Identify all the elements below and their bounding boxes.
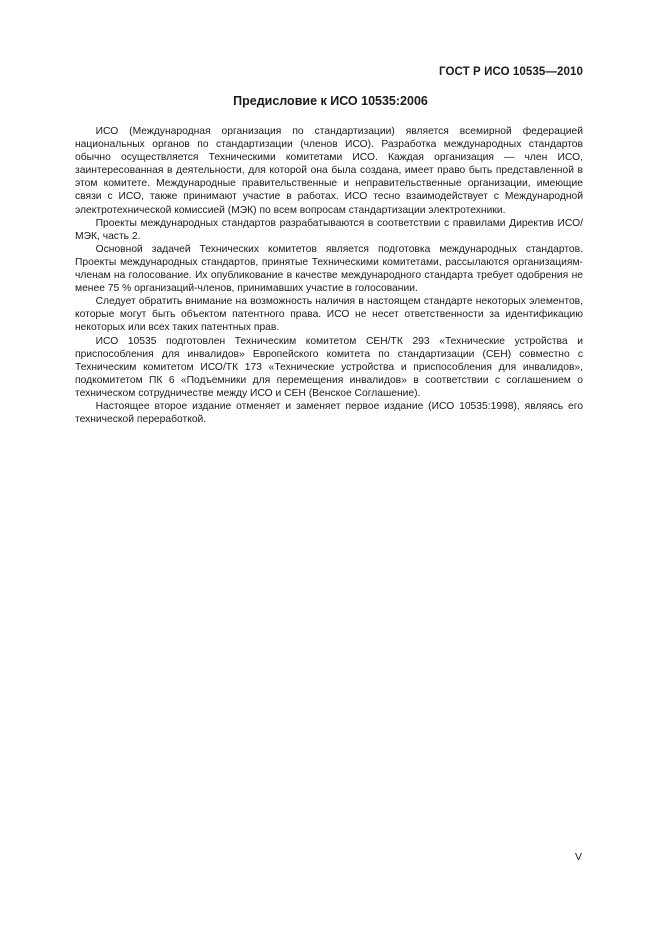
paragraph-patent-notice: Следует обратить внимание на возможность наличия в настоящем стандарте некоторых элементов, которые могут быть объектом патентного права. ИСО не несет ответственности за идентификацию некоторых или всех таких патентных прав. [75, 296, 583, 334]
standard-code-header: ГОСТ Р ИСО 10535—2010 [438, 66, 583, 78]
paragraph-drafting-rules: Проекты международных стандартов разрабатываются в соответствии с правилами Директив ИСО/МЭК, часть 2. [75, 217, 583, 242]
paragraph-committee-tasks: Основной задачей Технических комитетов является подготовка международных стандартов. Проекты международных стандартов, принятые Техническими комитетами, рассылаются организациям-членам на голосование. Их опубликование в качестве международного стандарта требует одобрения не менее 75 % организаций-членов, принимавших участие в голосовании. [75, 243, 583, 295]
foreword-body [75, 125, 583, 426]
page-title: Предисловие к ИСО 10535:2006 [233, 94, 428, 108]
paragraph-iso-organization: ИСО (Международная организация по стандартизации) является всемирной федерацией национальных органов по стандартизации (членов ИСО). Разработка международных стандартов обычно осуществляется Техническими комитетами ИСО. Каждая организация — член ИСО, заинтересованная в деятельности, для которой она была создана, имеет право быть представленной в этом комитете. Международные правительственные и неправительственные организации, имеющие связи с ИСО, также принимают участие в работах. ИСО тесно взаимодействует с Международной электротехнической комиссией (МЭК) по всем вопросам стандартизации электротехники. [75, 126, 583, 216]
paragraph-edition-note: Настоящее второе издание отменяет и заменяет первое издание (ИСО 10535:1998), являясь его технической переработкой. [75, 400, 583, 426]
page-number: V [575, 851, 583, 863]
paragraph-preparation: ИСО 10535 подготовлен Техническим комитетом СЕН/ТК 293 «Технические устройства и приспособления для инвалидов» Европейского комитета по стандартизации (СЕН) совместно с Техническим комитетом ИСО/ТК 173 «Технические устройства и приспособления для инвалидов», подкомитетом ПК 6 «Подъемники для перемещения инвалидов» в соответствии с соглашением о техническом сотрудничестве между ИСО и СЕН (Венское Соглашение). [75, 335, 583, 399]
